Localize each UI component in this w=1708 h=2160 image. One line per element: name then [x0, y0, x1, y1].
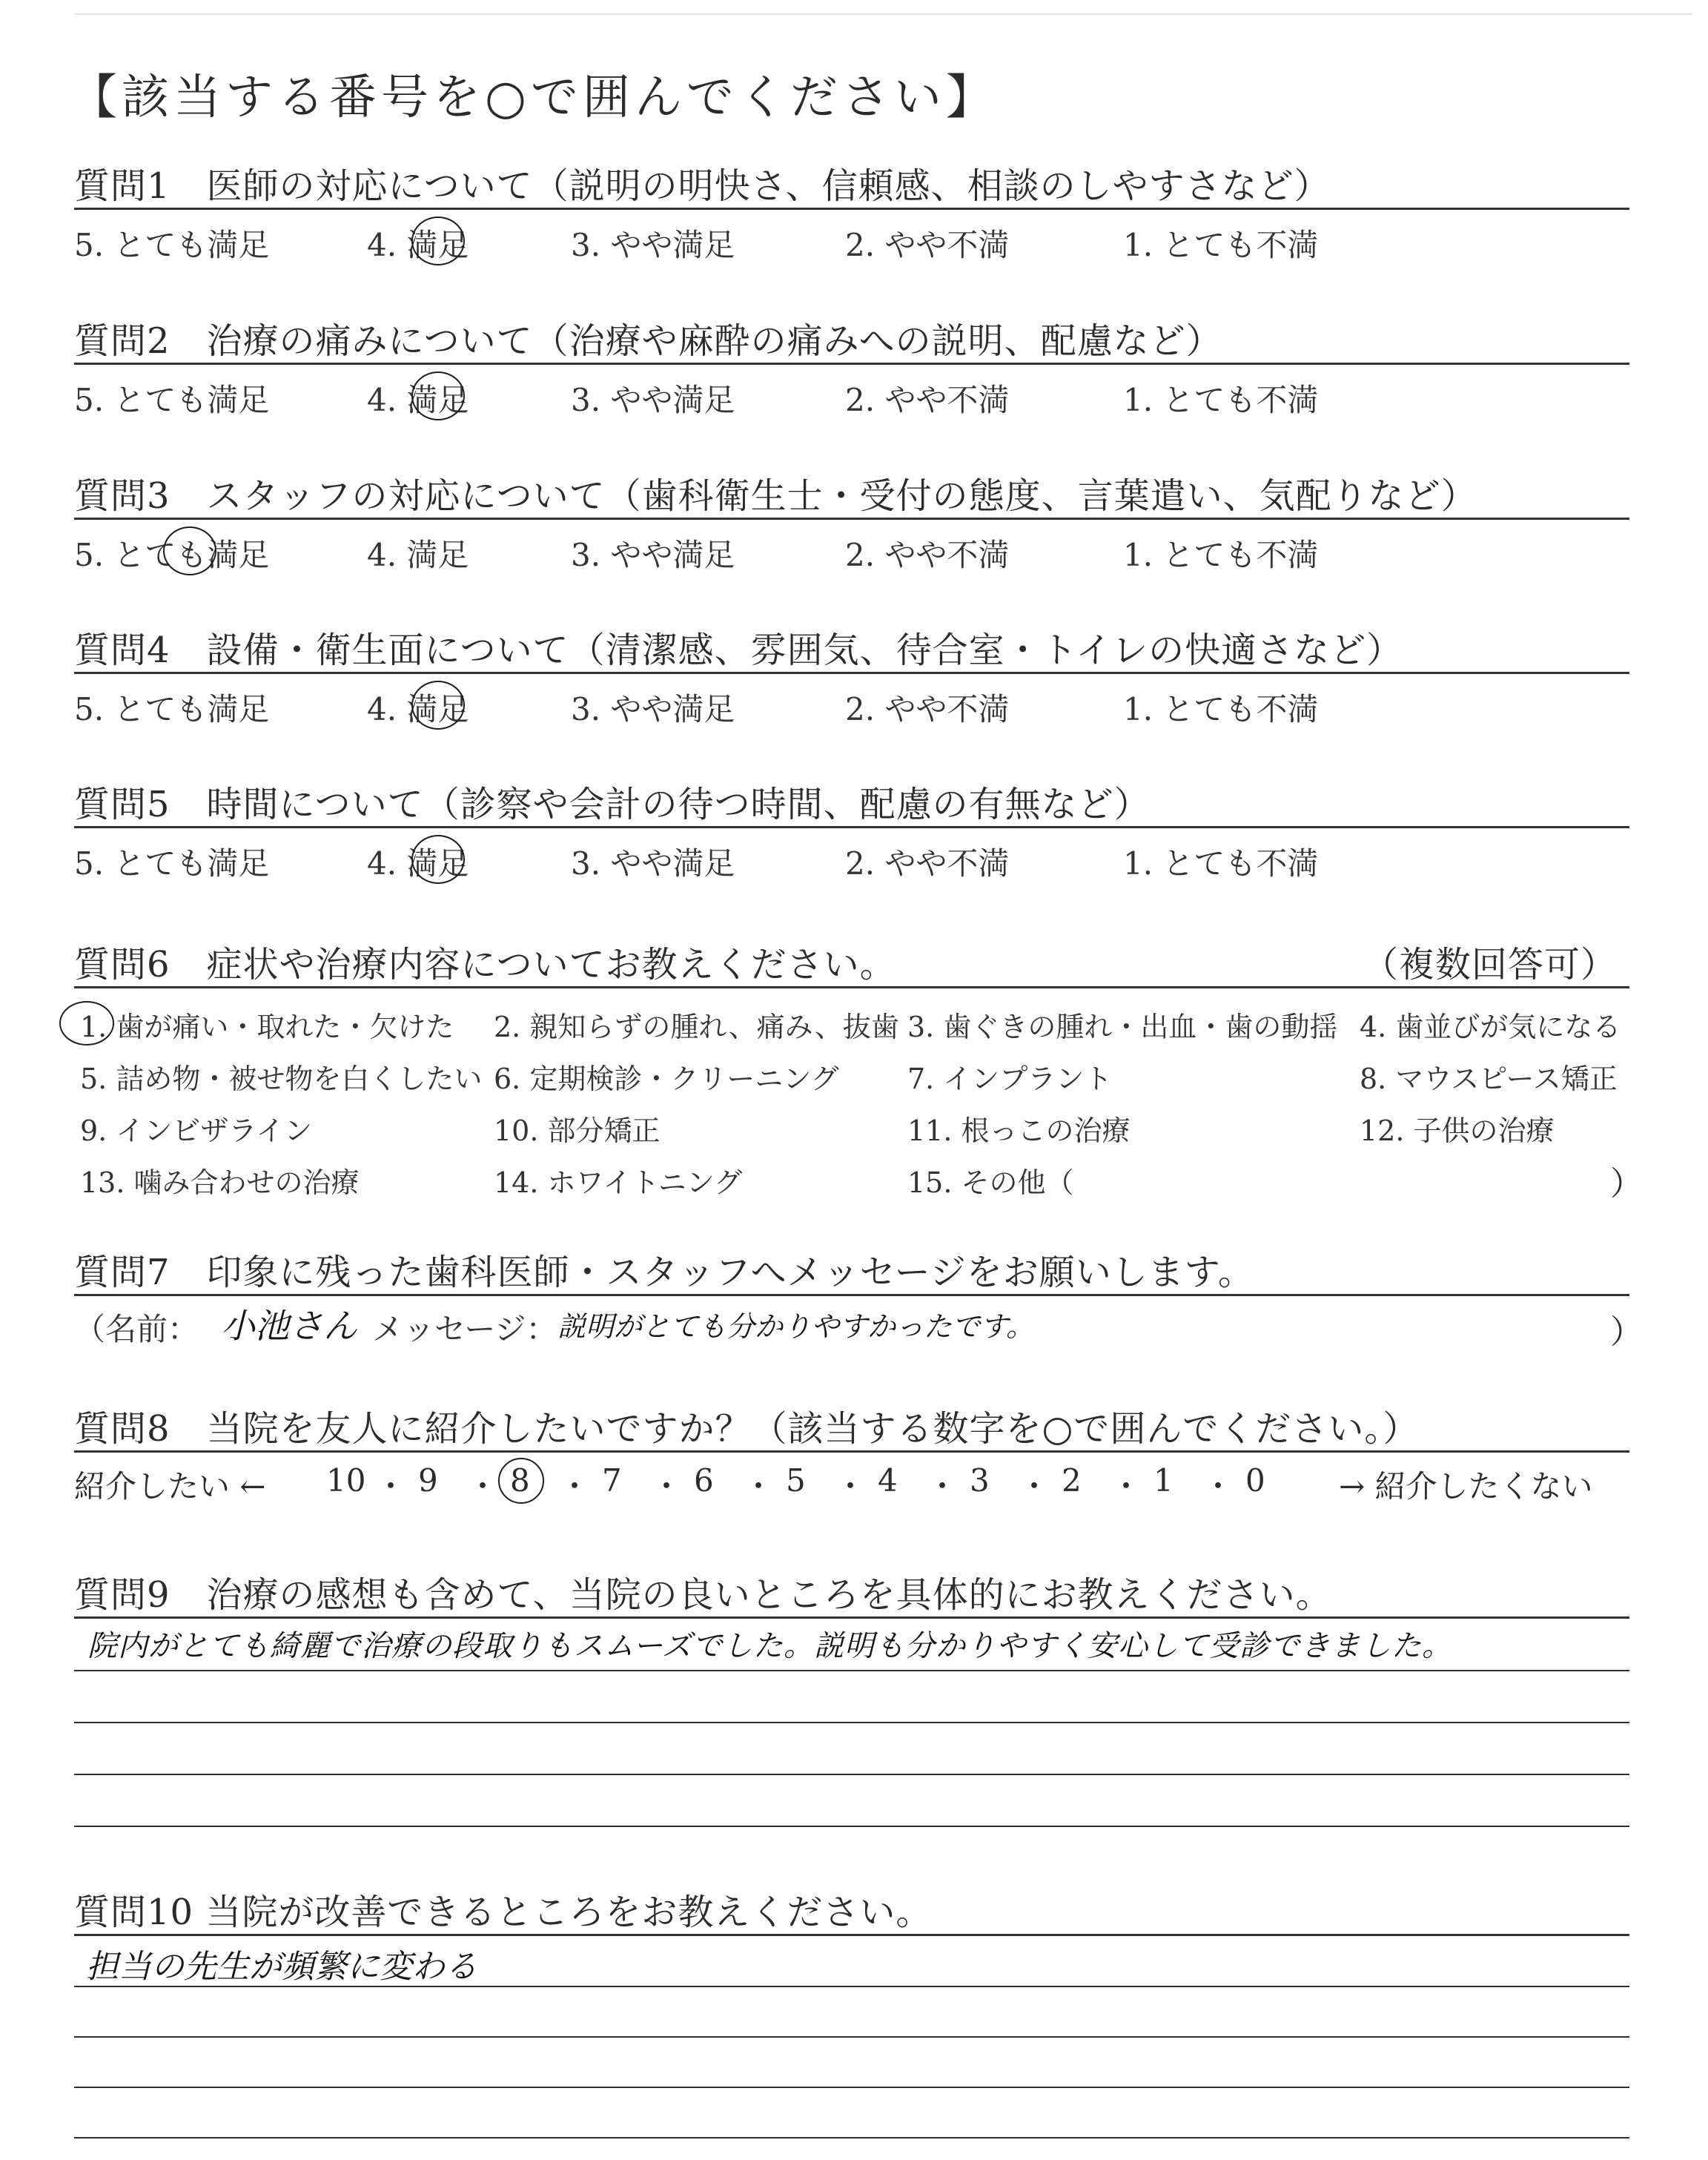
q1-rule — [74, 208, 1629, 210]
q6-option[interactable]: 2. 親知らずの腫れ、痛み、抜歯 — [494, 1011, 899, 1043]
q6-title: 質問6 症状や治療内容についてお教えください。 — [74, 944, 896, 985]
q6-note: （複数回答可） — [1363, 944, 1618, 985]
q3-title: 質問3 スタッフの対応について（歯科衛生士・受付の態度、言葉遣い、気配りなど） — [74, 475, 1477, 517]
q5-option[interactable]: 5. とても満足 — [74, 845, 270, 882]
handwritten-circle-mark — [498, 1458, 544, 1504]
q9-writing-line — [74, 1774, 1629, 1775]
q8-scale-separator: ・ — [743, 1468, 775, 1505]
q6-option[interactable]: 13. 噛み合わせの治療 — [80, 1166, 360, 1199]
q6-option[interactable]: 1. 歯が痛い・取れた・欠けた — [80, 1011, 454, 1043]
handwritten-circle-mark — [411, 681, 465, 730]
q8-scale-number[interactable]: 6 — [694, 1462, 714, 1499]
q1-option[interactable]: 1. とても不満 — [1123, 227, 1319, 263]
q8-left-label: 紹介したい ← — [74, 1468, 266, 1505]
q8-scale-separator: ・ — [1110, 1468, 1142, 1505]
q4-option[interactable]: 3. やや満足 — [571, 691, 735, 727]
q7-name-label: （名前： — [74, 1311, 199, 1347]
handwritten-circle-mark — [59, 1001, 114, 1046]
q7-name-handwritten[interactable]: 小池さん — [221, 1306, 357, 1346]
q5-option[interactable]: 1. とても不満 — [1123, 845, 1319, 882]
q8-scale-number[interactable]: 8 — [510, 1462, 530, 1499]
q5-title: 質問5 時間について（診察や会計の待つ時間、配慮の有無など） — [74, 784, 1151, 825]
q8-scale-separator: ・ — [375, 1468, 407, 1505]
q3-option[interactable]: 3. やや満足 — [571, 537, 735, 573]
q7-rule — [74, 1294, 1629, 1296]
q1-option[interactable]: 5. とても満足 — [74, 227, 270, 263]
q8-scale-separator: ・ — [1019, 1468, 1050, 1505]
handwritten-circle-mark — [163, 526, 216, 575]
q6-option[interactable]: 8. マウスピース矯正 — [1360, 1063, 1618, 1095]
q10-answer-handwritten[interactable]: 担当の先生が頻繁に変わる — [86, 1948, 477, 1986]
q8-scale-number[interactable]: 4 — [878, 1462, 898, 1499]
q4-rule — [74, 672, 1629, 674]
q1-option[interactable]: 2. やや不満 — [845, 227, 1010, 263]
q6-option[interactable]: 7. インプラント — [907, 1063, 1113, 1095]
q1-option[interactable]: 3. やや満足 — [571, 227, 735, 263]
q2-option[interactable]: 1. とても不満 — [1123, 382, 1319, 418]
q2-title: 質問2 治療の痛みについて（治療や麻酔の痛みへの説明、配慮など） — [74, 320, 1222, 362]
q8-scale-number[interactable]: 5 — [786, 1462, 806, 1499]
q6-option[interactable]: 5. 詰め物・被せ物を白くしたい — [80, 1063, 483, 1095]
q1-title: 質問1 医師の対応について（説明の明快さ、信頼感、相談のしやすさなど） — [74, 165, 1331, 207]
q5-option[interactable]: 4. 満足 — [367, 845, 469, 882]
q2-option[interactable]: 2. やや不満 — [845, 382, 1010, 418]
q6-rule — [74, 986, 1629, 988]
form-instruction-header: 【該当する番号を○で囲んでください】 — [70, 70, 998, 125]
q8-scale-number[interactable]: 9 — [418, 1462, 438, 1499]
q8-title: 質問8 当院を友人に紹介したいですか？（該当する数字を○で囲んでください。） — [74, 1408, 1420, 1450]
q4-option[interactable]: 2. やや不満 — [845, 691, 1010, 727]
q5-rule — [74, 826, 1629, 828]
q7-title: 質問7 印象に残った歯科医師・スタッフへメッセージをお願いします。 — [74, 1252, 1254, 1293]
q8-scale-separator: ・ — [1202, 1468, 1234, 1505]
q8-rule — [74, 1450, 1629, 1453]
q5-option[interactable]: 3. やや満足 — [571, 845, 735, 882]
q6-other-close-paren: ） — [1610, 1165, 1643, 1203]
handwritten-circle-mark — [411, 217, 465, 265]
q10-writing-line — [74, 2036, 1629, 2038]
q8-scale-separator: ・ — [651, 1468, 683, 1505]
q5-option[interactable]: 2. やや不満 — [845, 845, 1010, 882]
q8-right-label: → 紹介したくない — [1339, 1468, 1593, 1505]
q4-option[interactable]: 5. とても満足 — [74, 691, 270, 727]
q8-scale-separator: ・ — [559, 1468, 591, 1505]
q6-option[interactable]: 6. 定期検診・クリーニング — [494, 1063, 839, 1095]
q3-option[interactable]: 4. 満足 — [367, 537, 469, 573]
q3-option[interactable]: 1. とても不満 — [1123, 537, 1319, 573]
q10-writing-line — [74, 2087, 1629, 2088]
q3-option[interactable]: 2. やや不満 — [845, 537, 1010, 573]
handwritten-circle-mark — [411, 371, 465, 420]
q7-close-paren: ） — [1610, 1313, 1643, 1351]
q9-writing-line — [74, 1722, 1629, 1723]
q10-writing-line — [74, 1986, 1629, 1987]
q6-option[interactable]: 14. ホワイトニング — [494, 1166, 743, 1199]
handwritten-circle-mark — [411, 835, 465, 884]
q6-option[interactable]: 12. 子供の治療 — [1360, 1114, 1555, 1147]
q10-title: 質問10 当院が改善できるところをお教えください。 — [74, 1892, 933, 1933]
q9-title: 質問9 治療の感想も含めて、当院の良いところを具体的にお教えください。 — [74, 1574, 1332, 1616]
q7-message-label: メッセージ： — [372, 1311, 557, 1347]
q8-scale-separator: ・ — [835, 1468, 867, 1505]
q4-title: 質問4 設備・衛生面について（清潔感、雰囲気、待合室・トイレの快適さなど） — [74, 630, 1403, 671]
q8-scale-separator: ・ — [467, 1468, 499, 1505]
q2-option[interactable]: 3. やや満足 — [571, 382, 735, 418]
q6-option[interactable]: 9. インビザライン — [80, 1114, 313, 1147]
q9-rule — [74, 1616, 1629, 1619]
q3-rule — [74, 518, 1629, 520]
q3-option[interactable]: 5. とても満足 — [74, 537, 270, 573]
q2-rule — [74, 363, 1629, 365]
q8-scale-number[interactable]: 2 — [1062, 1462, 1082, 1499]
q8-scale-number[interactable]: 1 — [1153, 1462, 1174, 1499]
q9-writing-line — [74, 1670, 1629, 1671]
q8-scale-number[interactable]: 3 — [970, 1462, 990, 1499]
q6-option[interactable]: 4. 歯並びが気になる — [1360, 1011, 1621, 1043]
q6-option[interactable]: 15. その他（ — [907, 1166, 1074, 1199]
q10-writing-line — [74, 2137, 1629, 2138]
q9-writing-line — [74, 1826, 1629, 1827]
q8-scale-number[interactable]: 10 — [326, 1462, 366, 1499]
q8-scale-separator: ・ — [927, 1468, 959, 1505]
page-top-edge — [74, 13, 1692, 15]
q7-message-handwritten[interactable]: 説明がとても分かりやすかったです。 — [557, 1310, 1034, 1343]
q6-option[interactable]: 11. 根っこの治療 — [907, 1114, 1131, 1147]
q8-scale-number[interactable]: 7 — [602, 1462, 622, 1499]
q4-option[interactable]: 1. とても不満 — [1123, 691, 1319, 727]
q8-scale-number[interactable]: 0 — [1245, 1462, 1265, 1499]
q2-option[interactable]: 4. 満足 — [367, 382, 469, 418]
q10-rule — [74, 1934, 1629, 1936]
q6-option[interactable]: 10. 部分矯正 — [494, 1114, 661, 1147]
q1-option[interactable]: 4. 満足 — [367, 227, 469, 263]
q9-answer-handwritten[interactable]: 院内がとても綺麗で治療の段取りもスムーズでした。説明も分かりやすく安心して受診できました。 — [87, 1629, 1452, 1663]
q2-option[interactable]: 5. とても満足 — [74, 382, 270, 418]
q6-option[interactable]: 3. 歯ぐきの腫れ・出血・歯の動揺 — [907, 1011, 1338, 1043]
q4-option[interactable]: 4. 満足 — [367, 691, 469, 727]
